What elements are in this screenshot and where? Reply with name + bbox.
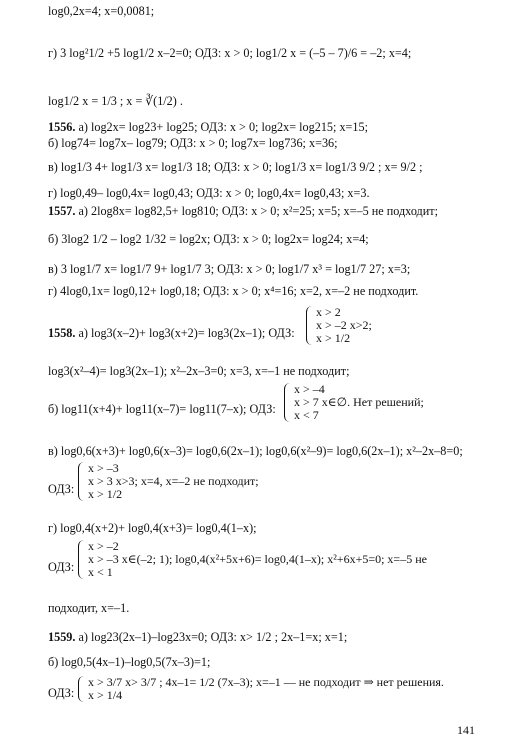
brace-icon	[284, 383, 293, 422]
text-line-l02: г) 3 log²1/2 +5 log1/2 x–2=0; ОДЗ: x > 0; log1/2 x = (–5 – 7)/6 = –2; x=4;	[48, 46, 412, 60]
text-line-l20: 1559. а) log23(2x–1)–log23x=0; ОДЗ: x> 1/2 ; 2x–1=x; x=1;	[48, 630, 348, 644]
system-row: x < 7	[294, 408, 319, 422]
text-line-l08: 1557. а) 2log8x= log82,5+ log810; ОДЗ: x > 0; x²=25; x=5; x=–5 не подходит;	[48, 204, 438, 218]
text-line-l16: ОДЗ:	[48, 482, 75, 496]
text-line-l15: в) log0,6(x+3)+ log0,6(x–3)= log0,6(2x–1); log0,6(x²–9)= log0,6(2x–1); x²–2x–8=0;	[48, 444, 463, 458]
system-row: x > 3/7 x> 3/7 ; 4x–1= 1/2 (7x–3); x=–1 — не подходит ⇒ нет решения.	[88, 675, 444, 689]
text-line-l17: г) log0,4(x+2)+ log0,4(x+3)= log0,4(1–x);	[48, 521, 257, 535]
text-line-l01: log0,2x=4; x=0,0081;	[48, 4, 155, 18]
text-line-l14: б) log11(x+4)+ log11(x–7)= log11(7–x); ОДЗ:	[48, 402, 276, 416]
text-line-l18: ОДЗ:	[48, 560, 75, 574]
brace-icon	[306, 306, 315, 345]
text-line-l22: ОДЗ:	[48, 686, 75, 700]
text-line-l04: 1556. а) log2x= log23+ log25; ОДЗ: x > 0; log2x= log215; x=15;	[48, 120, 368, 134]
text-line-l21: б) log0,5(4x–1)–log0,5(7x–3)=1;	[48, 655, 211, 669]
system-row: x > –3	[88, 461, 119, 475]
page-number: 141	[457, 723, 475, 737]
inequality-system-s5	[78, 676, 444, 702]
inequality-system-s1	[306, 306, 372, 345]
system-row: x > –2	[88, 539, 119, 553]
system-row: x > –3 x∈(–2; 1); log0,4(x²+5x+6)= log0,4(1–x); x²+6x+5=0; x=–5 не	[88, 552, 427, 566]
system-row: x > 7 x∈∅. Нет решений;	[294, 395, 424, 409]
system-row: x > 1/4	[88, 688, 123, 702]
text-line-l06: в) log1/3 4+ log1/3 x= log1/3 18; ОДЗ: x > 0; log1/3 x= log1/3 9/2 ; x= 9/2 ;	[48, 160, 423, 174]
text-line-l09: б) 3log2 1/2 – log2 1/32 = log2x; ОДЗ: x > 0; log2x= log24; x=4;	[48, 232, 369, 246]
text-line-l11: г) 4log0,1x= log0,12+ log0,18; ОДЗ: x > 0; x⁴=16; x=2, x=–2 не подходит.	[48, 284, 419, 298]
system-row: x > 1/2	[88, 487, 123, 501]
brace-icon	[78, 676, 87, 702]
system-row: x > –4	[294, 382, 325, 396]
inequality-system-s4	[78, 540, 427, 579]
text-line-l19: подходит, x=–1.	[48, 601, 130, 615]
text-line-l07: г) log0,49– log0,4x= log0,43; ОДЗ: x > 0; log0,4x= log0,43; x=3.	[48, 186, 370, 200]
brace-icon	[78, 462, 87, 501]
system-row: x < 1	[88, 565, 113, 579]
text-line-l03: log1/2 x = 1/3 ; x = ∛(1/2) .	[48, 94, 183, 108]
inequality-system-s3	[78, 462, 259, 501]
system-row: x > –2 x>2;	[316, 318, 372, 332]
system-row: x > 1/2	[316, 331, 351, 345]
inequality-system-s2	[284, 383, 424, 422]
text-line-l13: log3(x²–4)= log3(2x–1); x²–2x–3=0; x=3, x=–1 не подходит;	[48, 364, 350, 378]
text-line-l10: в) 3 log1/7 x= log1/7 9+ log1/7 3; ОДЗ: x > 0; log1/7 x³ = log1/7 27; x=3;	[48, 262, 411, 276]
brace-icon	[78, 540, 87, 579]
system-row: x > 2	[316, 305, 341, 319]
system-row: x > 3 x>3; x=4, x=–2 не подходит;	[88, 474, 259, 488]
text-line-l05: б) log74= log7x– log79; ОДЗ: x > 0; log7x= log736; x=36;	[48, 136, 338, 150]
text-line-l12: 1558. а) log3(x–2)+ log3(x+2)= log3(2x–1); ОДЗ:	[48, 326, 295, 340]
